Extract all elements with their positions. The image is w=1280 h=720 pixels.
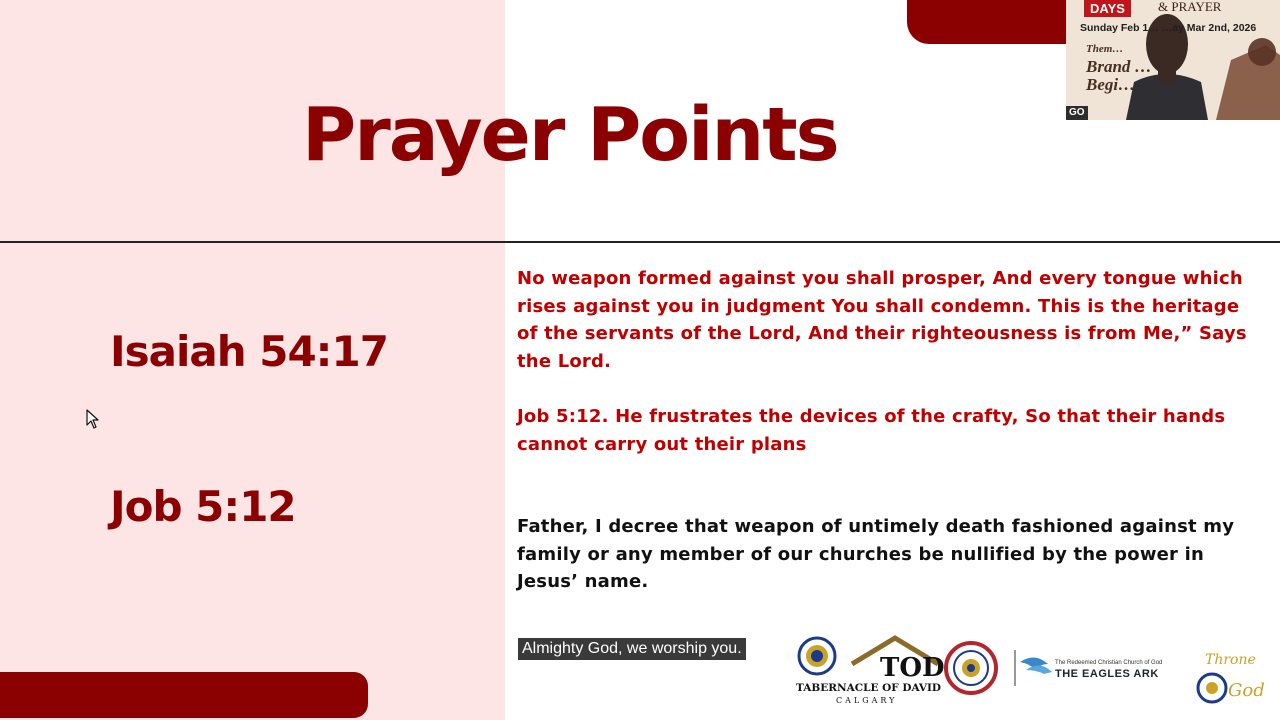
svg-text:TOD: TOD: [880, 653, 945, 683]
svg-text:God: God: [1228, 680, 1265, 701]
eagles-ark-name: THE EAGLES ARK: [1055, 668, 1159, 680]
camera-feed[interactable]: [1066, 0, 1280, 120]
tod-house-icon: [852, 638, 945, 683]
camera-theme: [1086, 40, 1152, 94]
camera-prayer-word: & PRAYER: [1158, 0, 1222, 14]
camera-theme-line: Brand …: [1086, 57, 1152, 76]
eagles-ark-subtitle: The Redeemed Christian Church of God: [1055, 660, 1163, 666]
rccg-seal-icon: [946, 643, 996, 693]
eagle-icon: [1020, 657, 1052, 674]
camera-theme-line: Them…: [1086, 43, 1124, 55]
camera-dates: Sunday Feb 1… …ay Mar 2nd, 2026: [1080, 22, 1257, 34]
camera-theme-line: Begi…: [1086, 75, 1136, 94]
throne-of-god-logo: [1198, 652, 1265, 702]
tod-logo-city: CALGARY: [836, 696, 898, 705]
rccg-seal-icon: [799, 638, 835, 674]
prayer-decree-text: Father, I decree that weapon of untimely death fashioned against my family or any member of our churches be nullified by the power in Jesus’ name.: [517, 516, 1235, 592]
scripture-reference-isaiah: Isaiah 54:17: [110, 327, 388, 376]
decorative-bottom-bar: [0, 672, 368, 718]
divider-line: [0, 241, 1280, 243]
svg-text:Throne: Throne: [1205, 652, 1256, 668]
mouse-cursor-icon: [86, 409, 100, 429]
camera-go-badge: GO: [1066, 106, 1088, 120]
decorative-top-bar: [907, 0, 1077, 44]
slide-title: Prayer Points: [302, 92, 838, 178]
verse-isaiah-text: No weapon formed against you shall prosper, And every tongue which rises against you in judgment You shall condemn. This is the heritage of the servants of the Lord, And their righteousness is from Me,” Says the Lord.: [517, 268, 1247, 372]
scripture-reference-job: Job 5:12: [110, 482, 296, 531]
verse-job-text: Job 5:12. He frustrates the devices of the crafty, So that their hands cannot carry out their plans: [517, 406, 1226, 455]
camera-days-badge: DAYS: [1084, 0, 1131, 17]
tod-logo-name: TABERNACLE OF DAVID: [796, 682, 942, 694]
live-caption: Almighty God, we worship you.: [518, 638, 746, 660]
